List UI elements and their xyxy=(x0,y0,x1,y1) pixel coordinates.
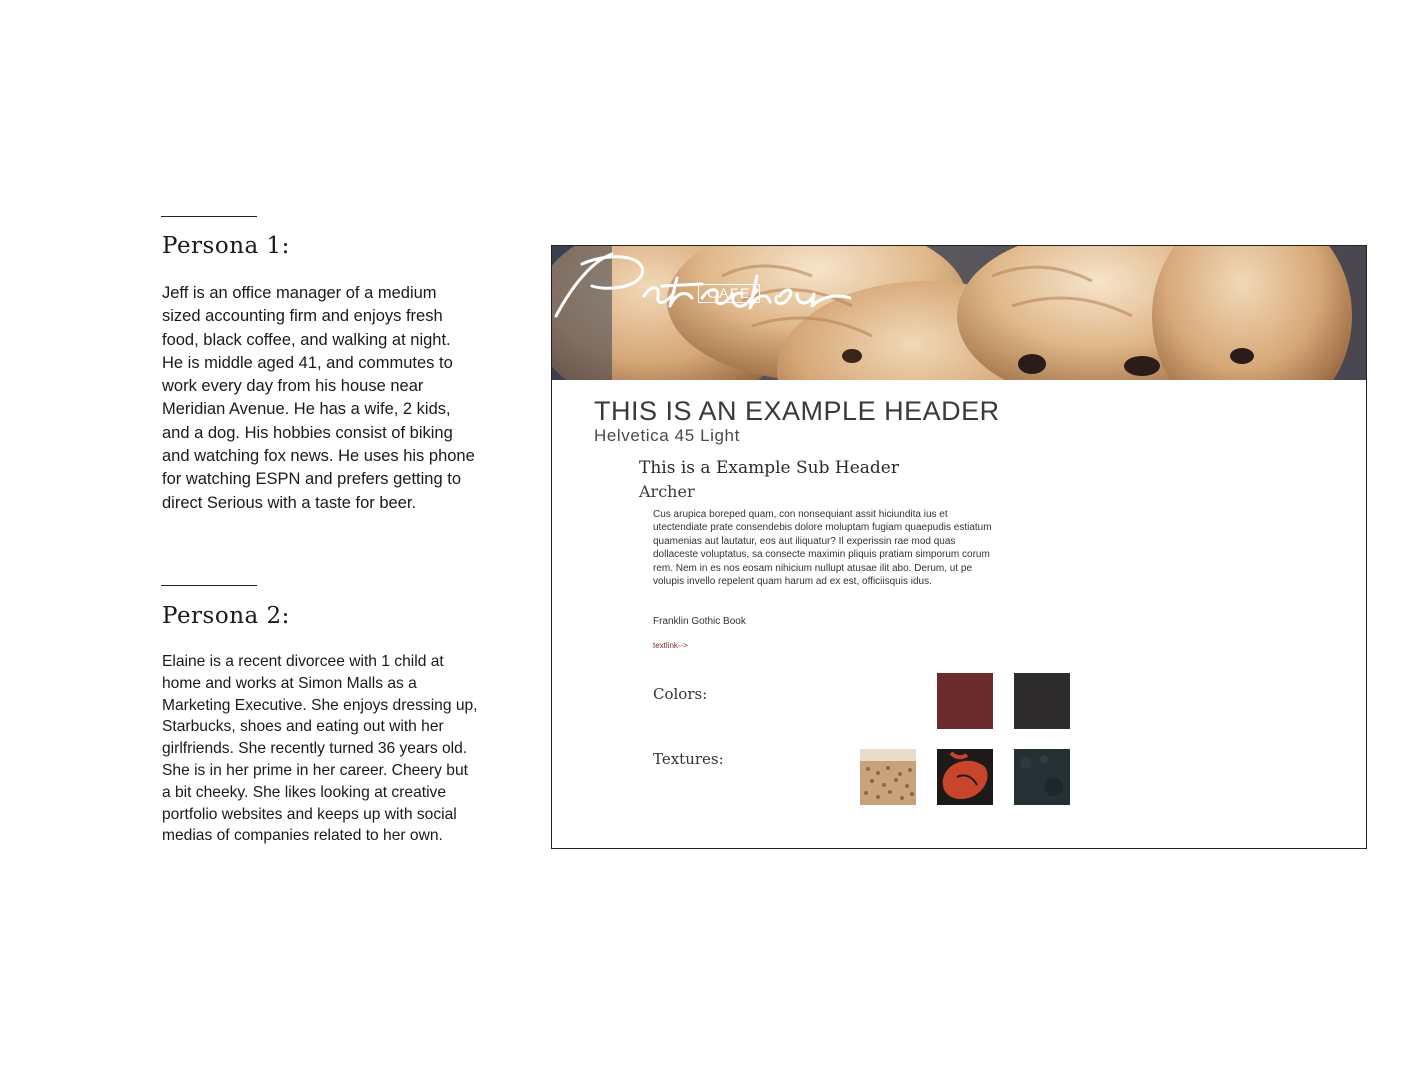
color-swatch-maroon xyxy=(937,673,993,729)
logo-script xyxy=(552,246,852,326)
textures-label: Textures: xyxy=(653,750,724,768)
persona-2-description: Elaine is a recent divorcee with 1 child at home and works at Simon Malls as a Marketing Executive. She enjoys dressing up, Starbucks, shoes and eating out with her girlfriends. She recently turned 36 years old. She is in her prime in her career. Cheery but a bit cheeky. She likes looking at creative portfolio websites and keeps up with social medias of companies related to her own. xyxy=(162,653,478,845)
texture-swatch-grain xyxy=(860,749,916,805)
persona-2-title: Persona 2: xyxy=(162,603,290,629)
example-textlink[interactable]: textlink--> xyxy=(653,641,688,650)
style-tile xyxy=(551,245,1367,849)
persona-2-rule xyxy=(161,585,257,586)
persona-1-description: Jeff is an office manager of a medium sized accounting firm and enjoys fresh food, black coffee, and walking at night. He is middle aged 41, and commutes to work every day from his house near Meridian Avenue. He has a wife, 2 kids, and a dog. His hobbies consist of biking and watching fox news. He uses his phone for watching ESPN and prefers getting to direct Serious with a taste for beer. xyxy=(162,284,475,512)
example-sub-header: This is a Example Sub Header xyxy=(639,458,899,478)
persona-1-title: Persona 1: xyxy=(162,233,290,259)
texture-swatch-red-leaf xyxy=(937,749,993,805)
example-body-text: Cus arupica boreped quam, con nonsequiant assit hiciundita ius et utectendiate prate consendebis dolore moluptam fugiam quaepudis estiatum quamenias aut lautatur, eos aut iliquatur? Il experissin rae mod quas dollaceste voluptatus, sa consecte maximin pliquis pratiam simporum corum rem. Nem in es nos eosam nihicium nullupt atusae ilit abo. Derum, ut pe volupis invello repelent quam harum ad ex est, officiisquis idus. xyxy=(653,509,992,588)
example-body-font-name: Franklin Gothic Book xyxy=(653,616,746,627)
example-sub-header-font-name: Archer xyxy=(639,482,695,501)
example-header-font-name: Helvetica 45 Light xyxy=(594,426,740,445)
hero-image xyxy=(552,246,1366,380)
texture-swatch-dark-slate xyxy=(1014,749,1070,805)
color-swatch-charcoal xyxy=(1014,673,1070,729)
colors-label: Colors: xyxy=(653,685,708,703)
logo-cafe-badge: CAFE xyxy=(698,284,760,303)
persona-1-rule xyxy=(161,216,257,217)
example-header: THIS IS AN EXAMPLE HEADER xyxy=(594,396,1000,426)
